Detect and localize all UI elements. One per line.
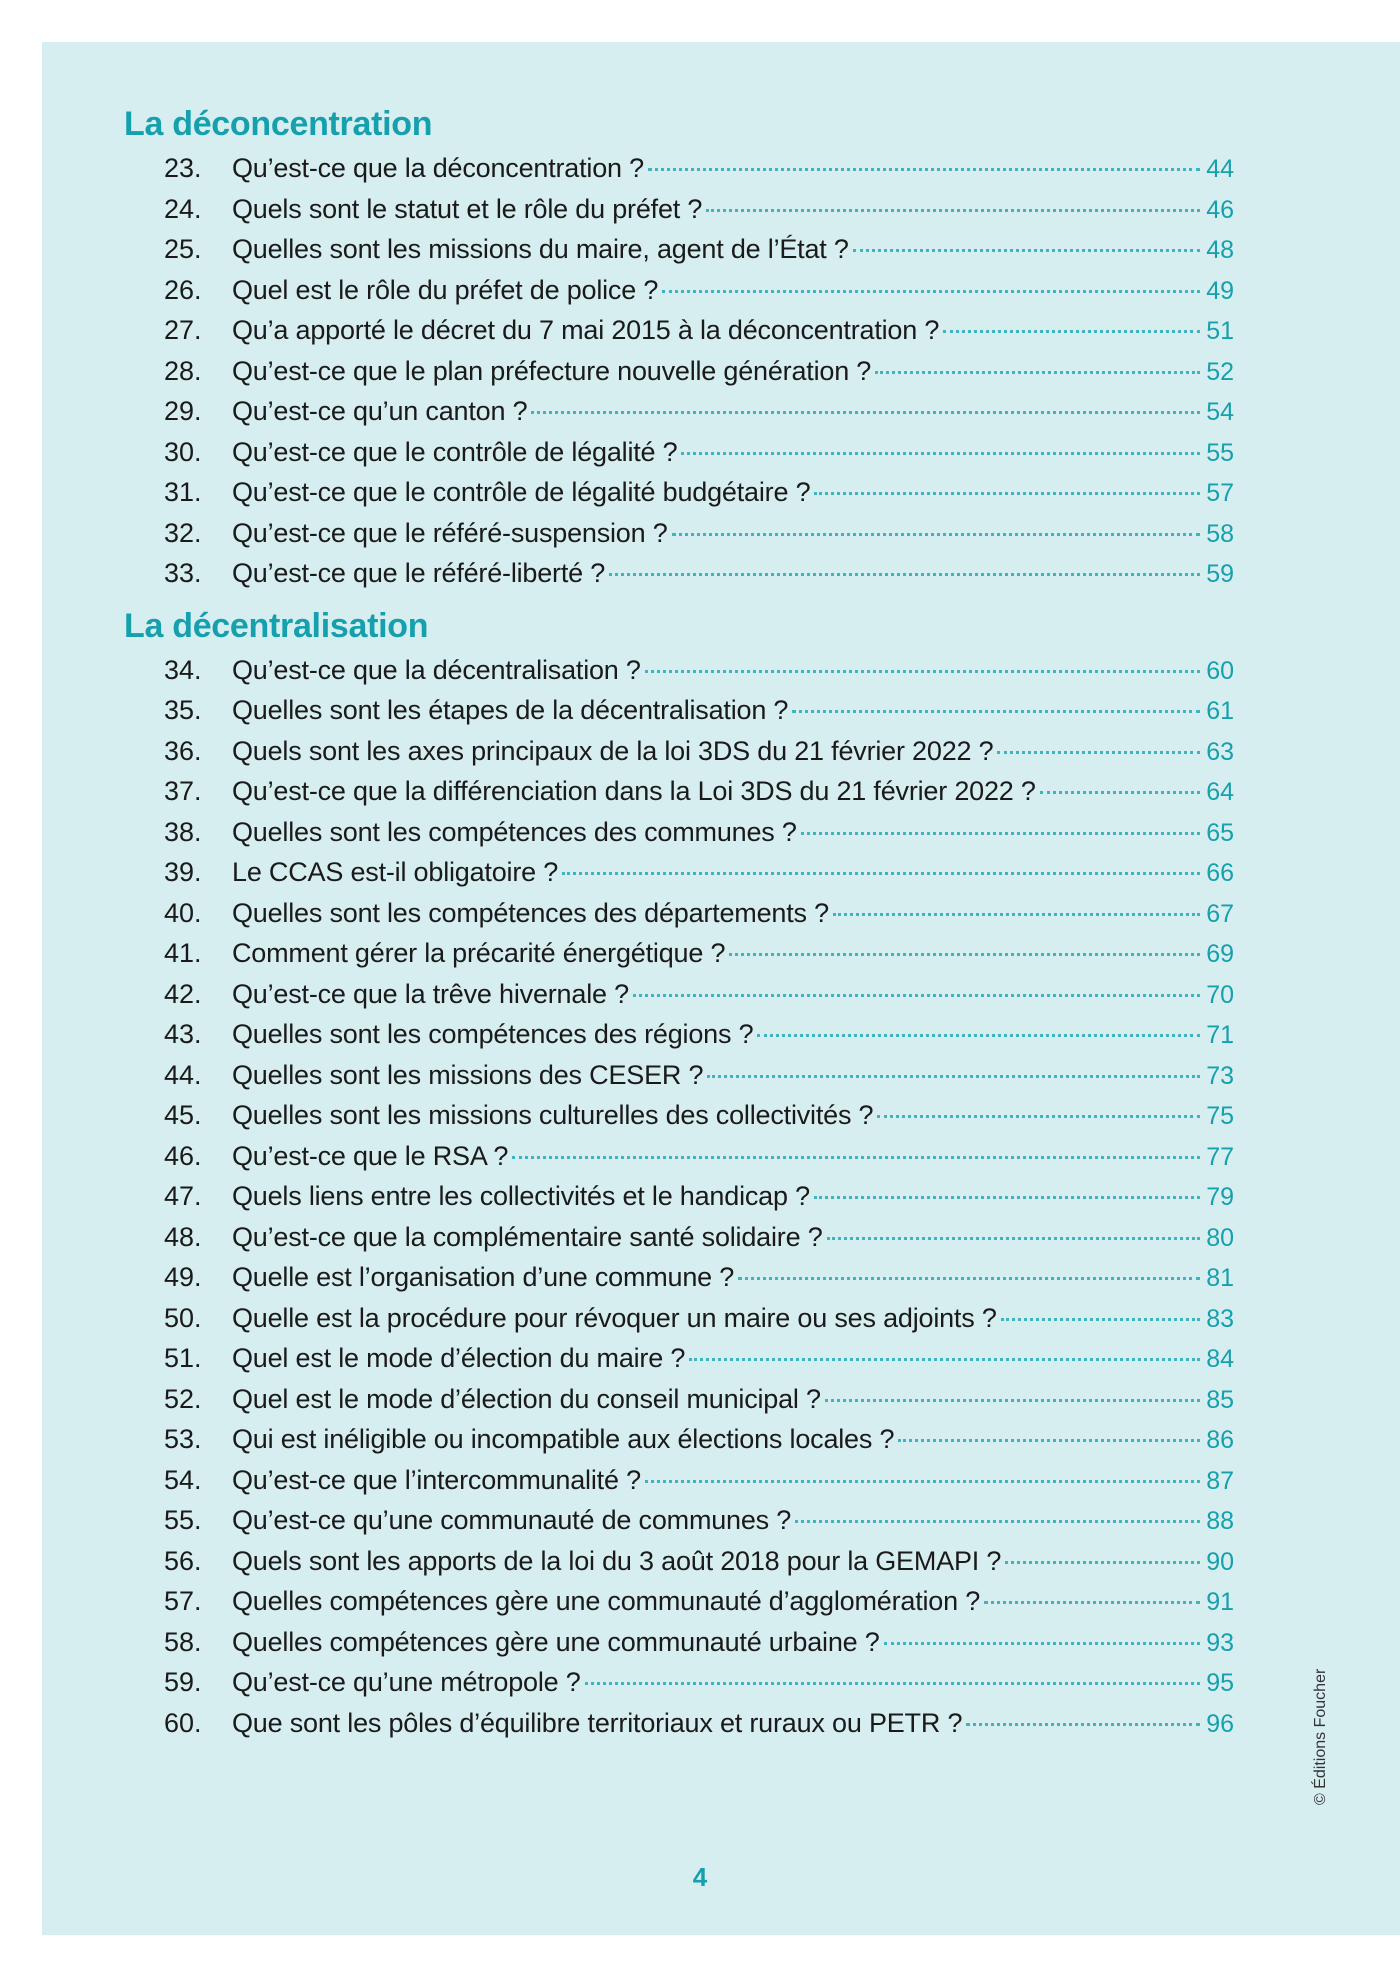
toc-entry-number: 60.: [164, 1707, 202, 1738]
toc-entry-question: Quels liens entre les collectivités et le handicap ?: [232, 1181, 810, 1211]
toc-entry-page: 90: [1206, 1547, 1234, 1576]
toc-entry-question: Quel est le rôle du préfet de police ?: [232, 274, 659, 305]
dot-leader: [966, 1723, 1200, 1726]
toc-entry-number: 30.: [164, 436, 202, 467]
toc-entry-number: 34.: [164, 654, 202, 685]
toc-entry-number: 27.: [164, 315, 202, 345]
toc-entry-number: 40.: [164, 897, 202, 928]
toc-entry: [124, 472, 1234, 513]
toc-entry-page: 73: [1206, 1061, 1234, 1090]
toc-entry: [124, 553, 1234, 594]
copyright-notice: © Éditions Foucher: [1312, 1668, 1329, 1805]
toc-entry-number: 53.: [164, 1424, 202, 1454]
toc-entry-number: 36.: [164, 735, 202, 766]
dot-leader: [729, 953, 1200, 956]
toc-entry-page: 96: [1206, 1709, 1234, 1738]
toc-entry-question: Quel est le mode d’élection du maire ?: [232, 1343, 686, 1373]
dot-leader: [884, 1642, 1200, 1645]
dot-leader: [531, 411, 1200, 414]
dot-leader: [689, 1358, 1200, 1361]
toc-entry: [124, 650, 1234, 691]
toc-entry-page: 46: [1206, 195, 1234, 224]
dot-leader: [825, 1399, 1200, 1402]
toc-entry-question: Le CCAS est-il obligatoire ?: [232, 857, 559, 887]
toc-entry: [124, 893, 1234, 934]
toc-entry-number: 45.: [164, 1100, 202, 1130]
dot-leader: [585, 1682, 1200, 1685]
dot-leader: [877, 1115, 1200, 1118]
dot-leader: [997, 751, 1200, 754]
toc-entry-number: 54.: [164, 1464, 202, 1495]
toc-list-decentralisation: [124, 650, 1234, 1744]
toc-entry-number: 31.: [164, 477, 202, 507]
toc-entry-page: 95: [1206, 1669, 1234, 1697]
toc-entry-number: 44.: [164, 1059, 202, 1090]
dot-leader: [645, 1480, 1200, 1483]
dot-leader: [801, 832, 1200, 835]
toc-entry-number: 33.: [164, 558, 202, 588]
dot-leader: [633, 994, 1200, 997]
toc-entry-page: 66: [1206, 859, 1234, 887]
toc-entry: [124, 513, 1234, 554]
toc-entry-question: Qu’est-ce qu’un canton ?: [232, 396, 528, 426]
toc-entry-question: Quelles sont les compétences des départements ?: [232, 897, 829, 928]
dot-leader: [757, 1034, 1200, 1037]
toc-entry-question: Quelles compétences gère une communauté d’agglomération ?: [232, 1586, 981, 1616]
dot-leader: [738, 1277, 1200, 1280]
toc-entry-page: 54: [1206, 398, 1234, 426]
toc-entry: [124, 974, 1234, 1015]
toc-entry: [124, 812, 1234, 853]
toc-entry-number: 50.: [164, 1302, 202, 1333]
dot-leader: [645, 670, 1200, 673]
dot-leader: [681, 452, 1200, 455]
toc-entry: [124, 771, 1234, 812]
dot-leader: [853, 249, 1200, 252]
dot-leader: [792, 710, 1200, 713]
toc-entry-page: 61: [1206, 697, 1234, 725]
toc-entry-question: Quels sont les axes principaux de la loi 3DS du 21 février 2022 ?: [232, 735, 994, 766]
toc-entry-question: Quels sont les apports de la loi du 3 août 2018 pour la GEMAPI ?: [232, 1545, 1002, 1576]
toc-entry-question: Qu’est-ce que la déconcentration ?: [232, 153, 644, 183]
toc-entry-page: 58: [1206, 519, 1234, 548]
toc-entry-number: 47.: [164, 1181, 202, 1211]
dot-leader: [827, 1237, 1200, 1240]
toc-entry-question: Qu’est-ce que le référé-liberté ?: [232, 558, 606, 588]
toc-entry-page: 52: [1206, 357, 1234, 386]
toc-entry: [124, 1460, 1234, 1501]
toc-entry: [124, 1136, 1234, 1177]
dot-leader: [672, 533, 1200, 536]
toc-entry: [124, 933, 1234, 974]
toc-entry-page: 75: [1206, 1102, 1234, 1130]
toc-entry-page: 65: [1206, 818, 1234, 847]
toc-entry-question: Comment gérer la précarité énergétique ?: [232, 938, 726, 968]
toc-entry: [124, 351, 1234, 392]
toc-entry-number: 25.: [164, 234, 202, 264]
toc-entry: [124, 391, 1234, 432]
toc-entry: [124, 1014, 1234, 1055]
toc-entry-number: 35.: [164, 695, 202, 725]
toc-entry: [124, 1055, 1234, 1096]
toc-entry: [124, 1703, 1234, 1744]
toc-entry-number: 28.: [164, 355, 202, 386]
toc-entry-question: Quelles sont les missions culturelles des collectivités ?: [232, 1100, 874, 1130]
toc-entry-number: 29.: [164, 396, 202, 426]
toc-entry-page: 83: [1206, 1304, 1234, 1333]
toc-entry-page: 87: [1206, 1466, 1234, 1495]
toc-entry-number: 32.: [164, 517, 202, 548]
dot-leader: [898, 1439, 1200, 1442]
toc-entry-number: 51.: [164, 1343, 202, 1373]
dot-leader: [512, 1156, 1200, 1159]
toc-entry-question: Qu’est-ce que l’intercommunalité ?: [232, 1464, 641, 1495]
toc-entry-number: 46.: [164, 1140, 202, 1171]
toc-entry: [124, 189, 1234, 230]
toc-entry: [124, 690, 1234, 731]
toc-entry-number: 58.: [164, 1626, 202, 1657]
toc-entry-number: 37.: [164, 776, 202, 806]
dot-leader: [707, 1075, 1200, 1078]
toc-entry-question: Quelles sont les missions du maire, agent de l’État ?: [232, 234, 849, 264]
dot-leader: [1001, 1318, 1200, 1321]
toc-entry-page: 60: [1206, 656, 1234, 685]
toc-list-deconcentration: [124, 148, 1234, 594]
dot-leader: [833, 913, 1200, 916]
toc-entry-question: Qu’est-ce que le contrôle de légalité budgétaire ?: [232, 477, 811, 507]
toc-entry-page: 86: [1206, 1426, 1234, 1454]
toc-entry-number: 24.: [164, 193, 202, 224]
toc-entry-number: 59.: [164, 1667, 202, 1697]
dot-leader: [875, 371, 1200, 374]
toc-entry-page: 49: [1206, 276, 1234, 305]
toc-entry-number: 41.: [164, 938, 202, 968]
toc-entry-page: 91: [1206, 1588, 1234, 1616]
toc-entry: [124, 1419, 1234, 1460]
toc-entry-question: Quelles compétences gère une communauté urbaine ?: [232, 1626, 880, 1657]
section-title-decentralisation: La décentralisation: [124, 606, 429, 645]
dot-leader: [648, 168, 1200, 171]
toc-entry-page: 59: [1206, 560, 1234, 588]
toc-entry-page: 64: [1206, 778, 1234, 806]
toc-entry-page: 51: [1206, 317, 1234, 345]
toc-entry-page: 67: [1206, 899, 1234, 928]
toc-entry-question: Qu’est-ce que la trêve hivernale ?: [232, 978, 629, 1009]
toc-entry-page: 77: [1206, 1142, 1234, 1171]
toc-entry: [124, 1500, 1234, 1541]
toc-entry-question: Qu’est-ce que le contrôle de légalité ?: [232, 436, 678, 467]
dot-leader: [562, 872, 1200, 875]
toc-entry-page: 81: [1206, 1264, 1234, 1292]
toc-entry-page: 84: [1206, 1345, 1234, 1373]
dot-leader: [795, 1520, 1200, 1523]
toc-entry: [124, 229, 1234, 270]
dot-leader: [706, 209, 1200, 212]
toc-entry-question: Quelles sont les missions des CESER ?: [232, 1059, 704, 1090]
toc-entry-page: 85: [1206, 1385, 1234, 1414]
toc-entry: [124, 148, 1234, 189]
toc-entry-question: Qu’est-ce que le plan préfecture nouvelle génération ?: [232, 355, 872, 386]
toc-entry-number: 55.: [164, 1505, 202, 1535]
toc-entry: [124, 432, 1234, 473]
toc-entry-question: Qu’est-ce que la complémentaire santé solidaire ?: [232, 1221, 823, 1252]
toc-entry-page: 79: [1206, 1183, 1234, 1211]
toc-entry: [124, 1541, 1234, 1582]
toc-entry-question: Quel est le mode d’élection du conseil municipal ?: [232, 1383, 821, 1414]
toc-entry-question: Quelle est l’organisation d’une commune ?: [232, 1262, 735, 1292]
toc-entry-question: Qu’est-ce que le référé-suspension ?: [232, 517, 668, 548]
toc-entry: [124, 1176, 1234, 1217]
dot-leader: [943, 330, 1200, 333]
toc-entry-page: 70: [1206, 980, 1234, 1009]
toc-entry-question: Qu’est-ce que la décentralisation ?: [232, 654, 641, 685]
toc-entry-number: 49.: [164, 1262, 202, 1292]
toc-entry-number: 43.: [164, 1019, 202, 1049]
dot-leader: [662, 290, 1200, 293]
toc-entry-number: 56.: [164, 1545, 202, 1576]
toc-entry: [124, 1095, 1234, 1136]
toc-entry-question: Qu’est-ce que le RSA ?: [232, 1140, 509, 1171]
toc-entry-number: 26.: [164, 274, 202, 305]
section-title-deconcentration: La déconcentration: [124, 105, 433, 143]
toc-entry-number: 42.: [164, 978, 202, 1009]
toc-entry: [124, 852, 1234, 893]
dot-leader: [814, 1196, 1200, 1199]
dot-leader: [1040, 791, 1200, 794]
toc-entry-page: 57: [1206, 479, 1234, 507]
toc-entry-page: 69: [1206, 940, 1234, 968]
dot-leader: [984, 1601, 1200, 1604]
toc-entry-page: 63: [1206, 737, 1234, 766]
toc-entry: [124, 1379, 1234, 1420]
toc-entry-page: 55: [1206, 438, 1234, 467]
toc-entry-question: Quelles sont les étapes de la décentralisation ?: [232, 695, 789, 725]
toc-entry-question: Qu’est-ce qu’une communauté de communes ?: [232, 1505, 792, 1535]
toc-entry-number: 38.: [164, 816, 202, 847]
toc-entry: [124, 270, 1234, 311]
toc-entry-page: 93: [1206, 1628, 1234, 1657]
toc-entry-page: 80: [1206, 1223, 1234, 1252]
toc-entry-question: Qu’a apporté le décret du 7 mai 2015 à la déconcentration ?: [232, 315, 940, 345]
toc-entry: [124, 1662, 1234, 1703]
toc-entry-page: 48: [1206, 236, 1234, 264]
dot-leader: [1005, 1561, 1200, 1564]
toc-entry-page: 88: [1206, 1507, 1234, 1535]
toc-entry-question: Quelles sont les compétences des régions ?: [232, 1019, 754, 1049]
toc-entry-question: Que sont les pôles d’équilibre territoriaux et ruraux ou PETR ?: [232, 1707, 963, 1738]
toc-entry-question: Qu’est-ce qu’une métropole ?: [232, 1667, 581, 1697]
toc-entry: [124, 1298, 1234, 1339]
toc-entry-question: Quels sont le statut et le rôle du préfet ?: [232, 193, 703, 224]
table-of-contents: [124, 104, 1234, 1743]
toc-entry: [124, 1622, 1234, 1663]
toc-entry-number: 48.: [164, 1221, 202, 1252]
toc-entry: [124, 731, 1234, 772]
toc-entry-question: Qu’est-ce que la différenciation dans la Loi 3DS du 21 février 2022 ?: [232, 776, 1036, 806]
toc-entry: [124, 1257, 1234, 1298]
toc-entry-number: 39.: [164, 857, 202, 887]
dot-leader: [609, 573, 1200, 576]
toc-entry-question: Qui est inéligible ou incompatible aux élections locales ?: [232, 1424, 895, 1454]
toc-entry-question: Quelles sont les compétences des communes ?: [232, 816, 797, 847]
toc-entry-question: Quelle est la procédure pour révoquer un maire ou ses adjoints ?: [232, 1302, 997, 1333]
toc-entry: [124, 1581, 1234, 1622]
toc-entry: [124, 310, 1234, 351]
toc-entry-page: 71: [1206, 1021, 1234, 1049]
toc-entry: [124, 1217, 1234, 1258]
toc-entry-number: 52.: [164, 1383, 202, 1414]
toc-entry-page: 44: [1206, 155, 1234, 183]
toc-entry-number: 57.: [164, 1586, 202, 1616]
toc-entry: [124, 1338, 1234, 1379]
toc-entry-number: 23.: [164, 153, 202, 183]
page-number: 4: [692, 1862, 708, 1892]
dot-leader: [814, 492, 1200, 495]
